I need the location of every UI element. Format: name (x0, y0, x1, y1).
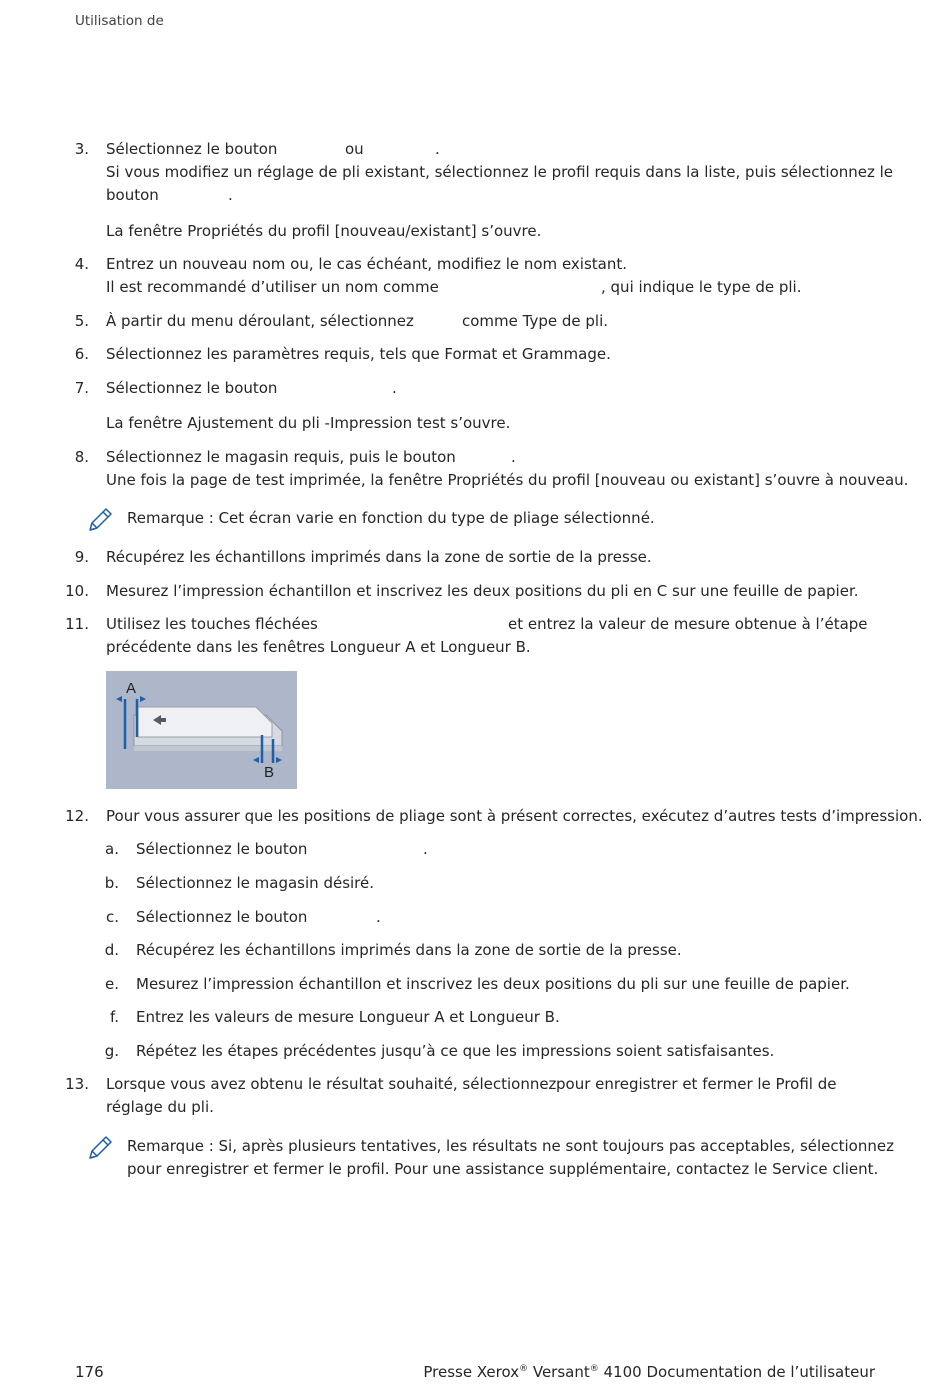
substep-text: Sélectionnez le bouton (136, 908, 308, 926)
step-number: 6. (74, 345, 89, 363)
step-number: 7. (74, 379, 89, 397)
step-text: comme Type de pli. (462, 312, 609, 330)
substep-text: Sélectionnez le bouton (136, 840, 308, 858)
substep-letter: b. (104, 874, 119, 892)
substep-text: Mesurez l’impression échantillon et inscrivez les deux positions du pli sur une feuille de papier. (136, 975, 850, 993)
substep-letter: g. (104, 1042, 119, 1060)
step-text: Il est recommandé d’utiliser un nom comme (106, 278, 439, 296)
document-title: Presse Xerox® Versant® 4100 Documentation de l’utilisateur (423, 1363, 875, 1381)
step-text: pour enregistrer et fermer le Profil de (556, 1075, 837, 1093)
step-number: 13. (65, 1075, 89, 1093)
step-text: , qui indique le type de pli. (601, 278, 802, 296)
step-text: Sélectionnez le bouton (106, 140, 278, 158)
fold-position-figure (106, 671, 297, 789)
step-number: 4. (74, 255, 89, 273)
step-text: À partir du menu déroulant, sélectionnez (106, 312, 414, 330)
step-text: Pour vous assurer que les positions de pliage sont à présent correctes, exécutez d’autres tests d’impression. (106, 807, 923, 825)
step-result: La fenêtre Ajustement du pli -Impression test s’ouvre. (106, 414, 511, 432)
label-a: A (126, 680, 137, 697)
step-text: Mesurez l’impression échantillon et inscrivez les deux positions du pli en C sur une feuille de papier. (106, 582, 859, 600)
substep-text: Sélectionnez le magasin désiré. (136, 874, 375, 892)
substep-text: Entrez les valeurs de mesure Longueur A et Longueur B. (136, 1008, 560, 1026)
step-text: bouton (106, 186, 159, 204)
paper-edge (134, 746, 282, 751)
step-text: Entrez un nouveau nom ou, le cas échéant, modifiez le nom existant. (106, 255, 627, 273)
step-text: réglage du pli. (106, 1098, 214, 1116)
step-text: Sélectionnez le magasin requis, puis le bouton (106, 448, 456, 466)
step-text: Si vous modifiez un réglage de pli existant, sélectionnez le profil requis dans la liste, puis sélectionnez le (106, 163, 894, 181)
substep-text: Récupérez les échantillons imprimés dans la zone de sortie de la presse. (136, 941, 682, 959)
page-number: 176 (75, 1363, 104, 1381)
step-text: précédente dans les fenêtres Longueur A et Longueur B. (106, 638, 531, 656)
step-text: Sélectionnez le bouton (106, 379, 278, 397)
step-number: 9. (74, 548, 89, 566)
note-text: Remarque : Si, après plusieurs tentatives, les résultats ne sont toujours pas acceptables, sélectionnez (127, 1137, 894, 1155)
step-number: 10. (65, 582, 89, 600)
step-text: et entrez la valeur de mesure obtenue à l’étape (508, 615, 868, 633)
step-text: Lorsque vous avez obtenu le résultat souhaité, sélectionnez (106, 1075, 557, 1093)
substep-text: Répétez les étapes précédentes jusqu’à ce que les impressions soient satisfaisantes. (136, 1042, 775, 1060)
note-text: pour enregistrer et fermer le profil. Pour une assistance supplémentaire, contactez le Service client. (127, 1160, 879, 1178)
label-b: B (264, 764, 275, 781)
note-text: Remarque : Cet écran varie en fonction du type de pliage sélectionné. (127, 509, 655, 527)
step-text: Utilisez les touches fléchées (106, 615, 318, 633)
substep-letter: f. (110, 1008, 119, 1026)
substep-text: . (423, 840, 428, 858)
step-number: 5. (74, 312, 89, 330)
step-number: 12. (65, 807, 89, 825)
substep-letter: c. (105, 908, 119, 926)
substep-letter: a. (105, 840, 119, 858)
step-text: ou (345, 140, 364, 158)
running-header: Utilisation de (75, 13, 164, 29)
step-text: Une fois la page de test imprimée, la fenêtre Propriétés du profil [nouveau ou existant] s’ouvre à nouveau. (106, 471, 909, 489)
substep-text: . (376, 908, 381, 926)
step-text: Sélectionnez les paramètres requis, tels que Format et Grammage. (106, 345, 611, 363)
step-text: . (228, 186, 233, 204)
step-result: La fenêtre Propriétés du profil [nouveau/existant] s’ouvre. (106, 222, 542, 240)
pencil-icon (86, 1134, 114, 1162)
step-text: . (435, 140, 440, 158)
step-text: Récupérez les échantillons imprimés dans la zone de sortie de la presse. (106, 548, 652, 566)
pencil-icon (86, 506, 114, 534)
substep-letter: e. (105, 975, 119, 993)
step-text: . (511, 448, 516, 466)
step-text: . (392, 379, 397, 397)
substep-letter: d. (104, 941, 119, 959)
step-number: 3. (74, 140, 89, 158)
step-number: 11. (65, 615, 89, 633)
step-number: 8. (74, 448, 89, 466)
